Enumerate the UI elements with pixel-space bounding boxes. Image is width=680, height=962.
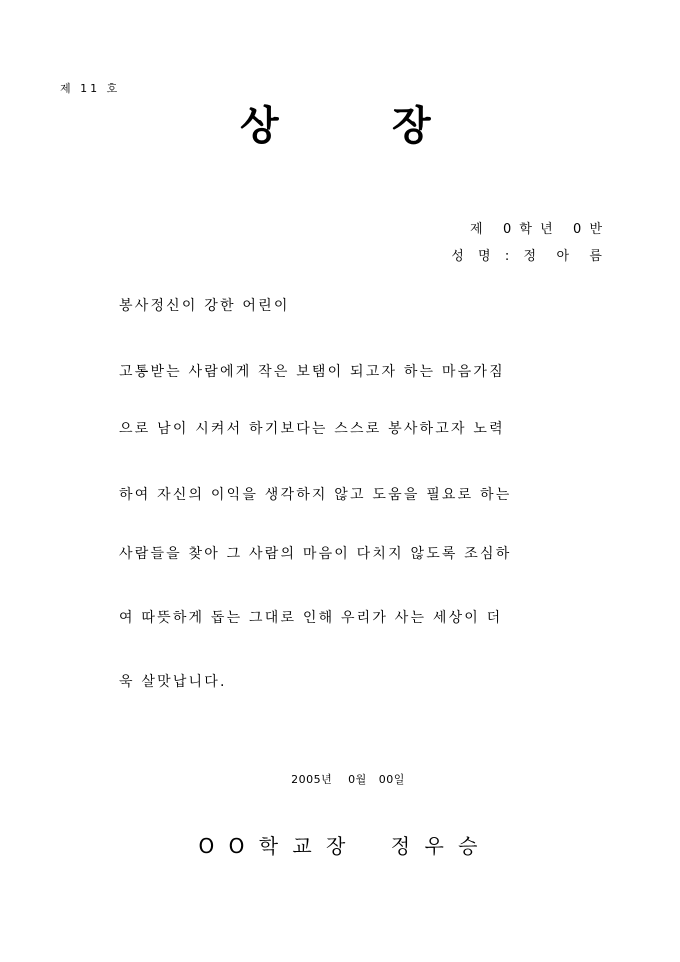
citation-line: 고통받는 사람에게 작은 보탬이 되고자 하는 마음가짐 <box>119 364 505 380</box>
award-date <box>0 758 680 800</box>
citation-line: 욱 살맛납니다. <box>119 674 227 690</box>
issuer-signature-line: O O 학 교 장 정 우 승 <box>198 834 482 858</box>
recipient-class: 제 0 학 년 0 반 <box>470 222 604 237</box>
citation-line: 봉사정신이 강한 어린이 <box>119 298 290 314</box>
award-date-text: 2005년 0월 00일 <box>291 773 405 786</box>
issue-number: 제 11 호 <box>60 82 121 95</box>
citation-line: 으로 남이 시켜서 하기보다는 스스로 봉사하고자 노력 <box>119 421 505 437</box>
certificate-title <box>0 100 680 160</box>
recipient-name: 성 명 : 정 아 름 <box>451 249 604 264</box>
citation-line: 여 따뜻하게 돕는 그대로 인해 우리가 사는 세상이 더 <box>119 610 503 626</box>
recipient-info <box>451 216 604 270</box>
citation-line: 하여 자신의 이익을 생각하지 않고 도움을 필요로 하는 <box>119 487 512 503</box>
citation-line: 사람들을 찾아 그 사람의 마음이 다치지 않도록 조심하 <box>119 546 512 562</box>
title-char-2: 장 <box>392 103 431 149</box>
title-char-1: 상 <box>240 103 279 149</box>
